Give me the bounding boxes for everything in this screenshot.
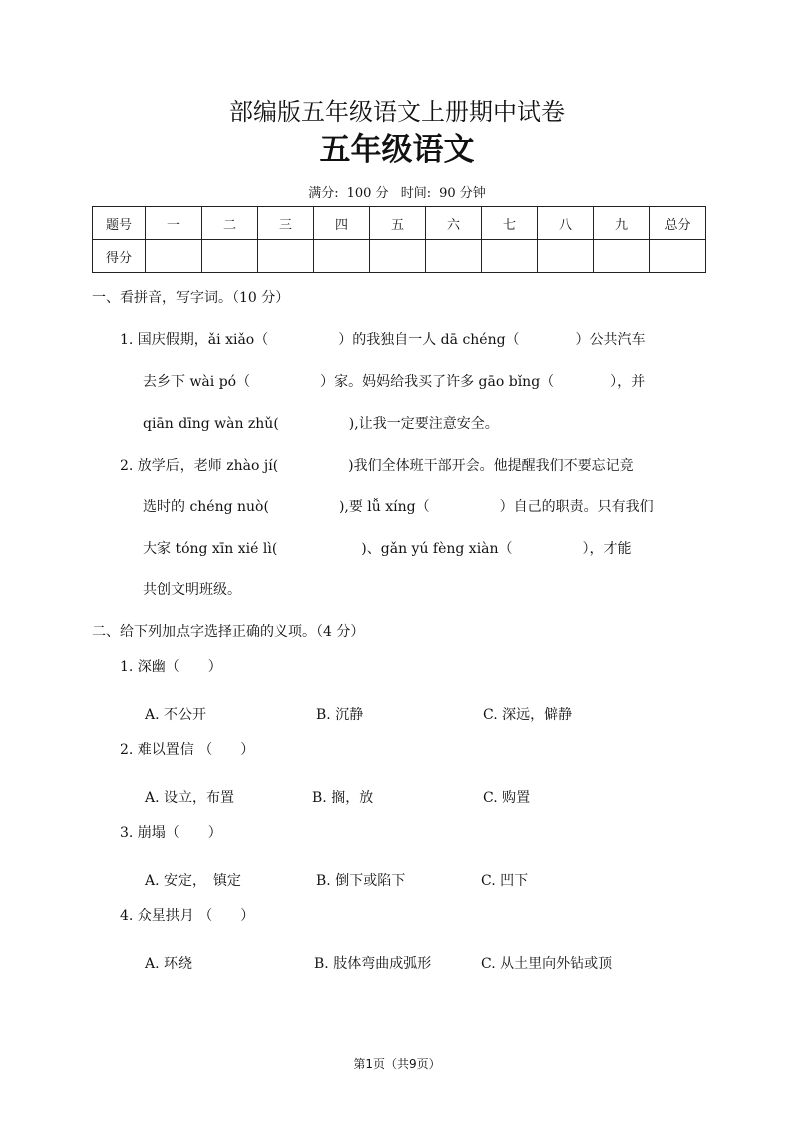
question-stem: 4. 众星拱月 （ ）: [120, 908, 255, 924]
option-a: A. 环绕: [145, 956, 193, 972]
option-c: C. 凹下: [481, 873, 529, 889]
question-stem: 1. 深幽（ ）: [120, 659, 222, 675]
question-line: 2. 放学后，老师 zhào jí( )我们全体班干部开会。他提醒我们不要忘记竞: [120, 458, 634, 474]
option-a: A. 设立，布置: [145, 790, 235, 806]
time-label: 时间:: [400, 186, 432, 201]
full-score-label: 满分:: [308, 186, 339, 201]
option-b: B. 搁，放: [312, 790, 374, 806]
score-table-score-row: [93, 240, 706, 273]
score-table-cell: 一: [146, 207, 202, 240]
option-a: A. 不公开: [145, 707, 207, 723]
score-input-cell[interactable]: [650, 240, 706, 273]
score-table-cell: 二: [202, 207, 258, 240]
option-c: C. 从土里向外钻或顶: [481, 956, 613, 972]
score-table-header-row: [93, 207, 706, 240]
score-table-cell: 九: [594, 207, 650, 240]
section-2-heading: 二、给下列加点字选择正确的义项。（4 分）: [92, 624, 365, 640]
score-input-cell[interactable]: [370, 240, 426, 273]
question-line: 大家 tóng xīn xié lì( )、gǎn yú fèng xiàn（ ），才能: [143, 541, 632, 557]
exam-meta: [0, 182, 794, 201]
option-c: C. 购置: [483, 790, 531, 806]
score-input-cell[interactable]: [426, 240, 482, 273]
score-table-cell: 五: [370, 207, 426, 240]
score-input-cell[interactable]: [258, 240, 314, 273]
exam-title: 五年级语文: [319, 132, 475, 168]
question-stem: 2. 难以置信 （ ）: [120, 742, 255, 758]
option-b: B. 肢体弯曲成弧形: [314, 956, 432, 972]
score-input-cell[interactable]: [202, 240, 258, 273]
question-line: qiān dīng wàn zhǔ( ),让我一定要注意安全。: [143, 416, 499, 432]
full-score-value: 100 分: [346, 186, 389, 201]
question-line: 去乡下 wài pó（ ）家。妈妈给我买了许多 gāo bǐng（ ），并: [143, 374, 646, 390]
score-table-cell: 题号: [93, 207, 146, 240]
question-line: 1. 国庆假期，ǎi xiǎo（ ）的我独自一人 dā chéng（ ）公共汽车: [120, 332, 646, 348]
score-input-cell[interactable]: [538, 240, 594, 273]
score-table-cell: 六: [426, 207, 482, 240]
question-line: 共创文明班级。: [143, 582, 241, 598]
time-value: 90 分钟: [439, 186, 486, 201]
score-table-cell: 七: [482, 207, 538, 240]
score-table-cell: 得分: [93, 240, 146, 273]
score-input-cell[interactable]: [594, 240, 650, 273]
option-b: B. 倒下或陷下: [316, 873, 406, 889]
score-input-cell[interactable]: [482, 240, 538, 273]
question-line: 选时的 chéng nuò( ),要 lǚ xíng（ ）自己的职责。只有我们: [143, 499, 654, 515]
score-table-cell: 八: [538, 207, 594, 240]
score-table-cell: 四: [314, 207, 370, 240]
score-input-cell[interactable]: [314, 240, 370, 273]
option-b: B. 沉静: [316, 707, 364, 723]
option-a: A. 安定， 镇定: [145, 873, 242, 889]
option-c: C. 深远，僻静: [483, 707, 573, 723]
question-stem: 3. 崩塌（ ）: [120, 825, 222, 841]
score-table-cell: 总分: [650, 207, 706, 240]
page-footer: 第1页（共9页）: [353, 1057, 441, 1071]
score-table: [92, 206, 706, 273]
score-input-cell[interactable]: [146, 240, 202, 273]
section-1-heading: 一、看拼音，写字词。（10 分）: [92, 290, 290, 306]
exam-subtitle: 部编版五年级语文上册期中试卷: [229, 98, 565, 126]
score-table-cell: 三: [258, 207, 314, 240]
